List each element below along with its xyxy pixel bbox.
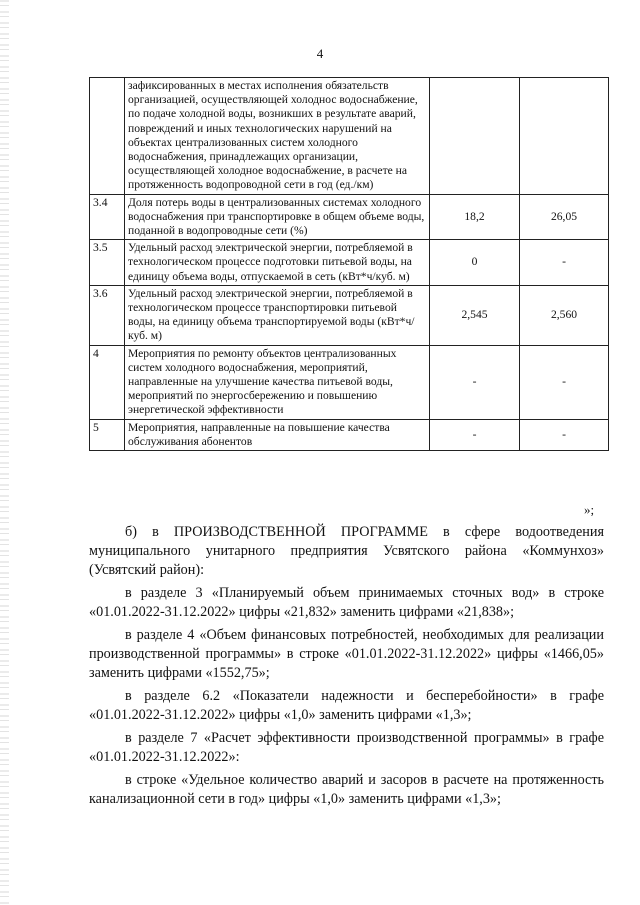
table-row <box>90 345 609 419</box>
paragraph-section-7: в разделе 7 «Расчет эффективности производственной программы» в графе «01.01.2022-31.12.2022»: <box>89 730 604 765</box>
row-value-1-cell: 18,2 <box>430 194 520 240</box>
paragraph-section-6-2: в разделе 6.2 «Показатели надежности и бесперебойности» в графе «01.01.2022-31.12.2022» цифры «1,0» заменить цифрами «1,3»; <box>89 688 604 723</box>
row-value-2-cell: - <box>520 419 609 450</box>
scan-edge-artifact <box>0 0 9 905</box>
table-row <box>90 78 609 195</box>
table-row <box>90 419 609 450</box>
amendment-text <box>89 523 604 813</box>
row-description-cell: Удельный расход электрической энергии, потребляемой в технологическом процессе подготовки питьевой воды, на единицу объема воды, отпускаемой в сеть (кВт*ч/куб. м) <box>125 240 430 286</box>
row-description-cell: зафиксированных в местах исполнения обязательств организацией, осуществляющей холоднос водоснабжение, по подаче холодной воды, возникших в результате аварий, повреждений и иных технологических нарушений на объектах централизованных систем холодного водоснабжения, принадлежащих организации, осуществляющей холодное водоснабжение, в расчете на протяженность водопроводной сети в год (ед./км) <box>125 78 430 195</box>
row-description-cell: Доля потерь воды в централизованных системах холодного водоснабжения при транспортировке в общем объеме воды, поданной в водопроводные сети (%) <box>125 194 430 240</box>
table-row <box>90 285 609 345</box>
row-value-2-cell: - <box>520 240 609 286</box>
paragraph-section-3: в разделе 3 «Планируемый объем принимаемых сточных вод» в строке «01.01.2022-31.12.2022» цифры «21,832» заменить цифрами «21,838»; <box>89 585 604 620</box>
row-value-1-cell: 0 <box>430 240 520 286</box>
row-value-1-cell: - <box>430 345 520 419</box>
page-number: 4 <box>316 46 324 61</box>
row-number-cell: 3.5 <box>90 240 125 286</box>
row-value-1-cell: - <box>430 419 520 450</box>
table-row <box>90 240 609 286</box>
closing-quote: »; <box>584 502 595 517</box>
row-number-cell: 3.4 <box>90 194 125 240</box>
paragraph-intro: б) в ПРОИЗВОДСТВЕННОЙ ПРОГРАММЕ в сфере водоотведения муниципального унитарного предприятия Усвятского района «Коммунхоз» (Усвятский район): <box>89 524 604 578</box>
row-value-1-cell <box>430 78 520 195</box>
row-number-cell <box>90 78 125 195</box>
row-value-1-cell: 2,545 <box>430 285 520 345</box>
row-value-2-cell: 2,560 <box>520 285 609 345</box>
table-body <box>90 78 609 451</box>
row-number-cell: 3.6 <box>90 285 125 345</box>
row-value-2-cell: - <box>520 345 609 419</box>
row-description-cell: Мероприятия по ремонту объектов централизованных систем холодного водоснабжения, мероприятий, направленные на улучшение качества питьевой воды, мероприятий по энергосбережению и повышению энергетической эффективности <box>125 345 430 419</box>
row-number-cell: 4 <box>90 345 125 419</box>
indicators-table <box>89 77 609 451</box>
row-description-cell: Удельный расход электрической энергии, потребляемой в технологическом процессе транспортировки питьевой воды, на единицу объема транспортируемой воды (кВт*ч/куб. м) <box>125 285 430 345</box>
paragraph-accident-rate: в строке «Удельное количество аварий и засоров в расчете на протяженность канализационной сети в год» цифры «1,0» заменить цифрами «1,3»; <box>89 772 604 807</box>
row-value-2-cell <box>520 78 609 195</box>
row-description-cell: Мероприятия, направленные на повышение качества обслуживания абонентов <box>125 419 430 450</box>
table-row <box>90 194 609 240</box>
row-number-cell: 5 <box>90 419 125 450</box>
paragraph-section-4: в разделе 4 «Объем финансовых потребностей, необходимых для реализации производственной программы» в строке «01.01.2022-31.12.2022» цифры «1466,05» заменить цифрами «1552,75»; <box>89 627 604 681</box>
row-value-2-cell: 26,05 <box>520 194 609 240</box>
